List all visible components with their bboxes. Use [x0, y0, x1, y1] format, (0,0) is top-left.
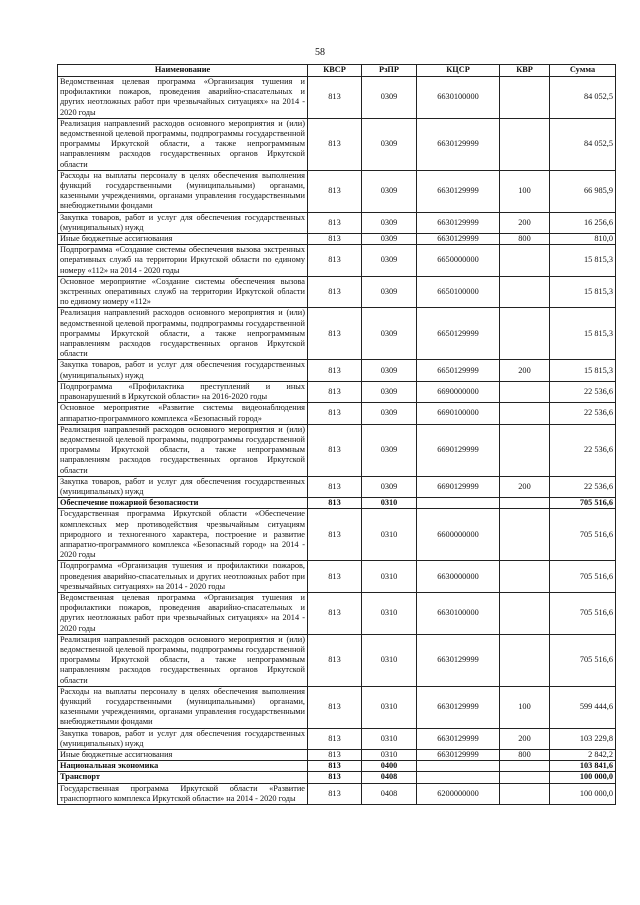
cell-kvr: 200	[500, 728, 550, 749]
cell-kcsr: 6650100000	[417, 276, 500, 308]
cell-kcsr	[417, 772, 500, 783]
cell-sum: 15 815,3	[550, 276, 616, 308]
cell-kvr	[500, 245, 550, 277]
cell-kcsr: 6630129999	[417, 728, 500, 749]
cell-kcsr: 6630129999	[417, 634, 500, 686]
cell-rzpr: 0309	[362, 381, 417, 402]
cell-name: Иные бюджетные ассигнования	[58, 750, 308, 761]
cell-rzpr: 0408	[362, 783, 417, 804]
cell-rzpr: 0309	[362, 476, 417, 497]
table-row	[58, 118, 616, 170]
cell-sum: 84 052,5	[550, 118, 616, 170]
table-row	[58, 234, 616, 245]
table-row	[58, 360, 616, 381]
cell-kvsr: 813	[308, 561, 362, 593]
cell-kvsr: 813	[308, 245, 362, 277]
cell-rzpr: 0309	[362, 360, 417, 381]
cell-kvsr: 813	[308, 783, 362, 804]
header-kvsr: КВСР	[308, 65, 362, 77]
table-row	[58, 783, 616, 804]
cell-kvr	[500, 783, 550, 804]
cell-name: Закупка товаров, работ и услуг для обеспечения государственных (муниципальных) нужд	[58, 728, 308, 749]
cell-sum: 705 516,6	[550, 561, 616, 593]
cell-rzpr: 0400	[362, 761, 417, 772]
cell-sum: 15 815,3	[550, 308, 616, 360]
table-row	[58, 276, 616, 308]
header-name: Наименование	[58, 65, 308, 77]
header-sum: Сумма	[550, 65, 616, 77]
cell-kvsr: 813	[308, 761, 362, 772]
cell-kvsr: 813	[308, 509, 362, 561]
cell-kvr: 100	[500, 686, 550, 728]
cell-name: Расходы на выплаты персоналу в целях обеспечения выполнения функций государственными (муниципальными) органами, казенными учреждениями, органами управления государственными внебюджетными фондами	[58, 686, 308, 728]
cell-rzpr: 0309	[362, 212, 417, 233]
cell-kcsr: 6630129999	[417, 212, 500, 233]
table-row	[58, 498, 616, 509]
table-row	[58, 728, 616, 749]
cell-sum: 15 815,3	[550, 360, 616, 381]
cell-kcsr: 6200000000	[417, 783, 500, 804]
cell-name: Реализация направлений расходов основного мероприятия и (или) ведомственной целевой программы, подпрограммы государственной программы Иркутской области, а также непрограммным направлениям расходов государственных органов Иркутской области	[58, 424, 308, 476]
cell-kvsr: 813	[308, 476, 362, 497]
cell-kvr	[500, 276, 550, 308]
cell-sum: 16 256,6	[550, 212, 616, 233]
cell-kcsr: 6690129999	[417, 476, 500, 497]
cell-kvsr: 813	[308, 728, 362, 749]
cell-kvr: 200	[500, 212, 550, 233]
cell-kvr	[500, 381, 550, 402]
cell-sum: 15 815,3	[550, 245, 616, 277]
cell-kvr	[500, 509, 550, 561]
cell-name: Основное мероприятие «Создание системы обеспечения вызова экстренных оперативных служб на территории Иркутской области по единому номеру «112»	[58, 276, 308, 308]
cell-kvsr: 813	[308, 498, 362, 509]
cell-rzpr: 0309	[362, 77, 417, 119]
header-kvr: КВР	[500, 65, 550, 77]
header-rzpr: РзПР	[362, 65, 417, 77]
cell-sum: 84 052,5	[550, 77, 616, 119]
header-kcsr: КЦСР	[417, 65, 500, 77]
cell-kcsr: 6650000000	[417, 245, 500, 277]
table-row	[58, 509, 616, 561]
cell-kcsr: 6630100000	[417, 77, 500, 119]
table-row	[58, 308, 616, 360]
cell-sum: 22 536,6	[550, 476, 616, 497]
cell-rzpr: 0408	[362, 772, 417, 783]
cell-kvr: 200	[500, 476, 550, 497]
cell-name: Подпрограмма «Профилактика преступлений и иных правонарушений в Иркутской области» на 2016-2020 годы	[58, 381, 308, 402]
cell-kcsr: 6630129999	[417, 170, 500, 212]
table-row	[58, 561, 616, 593]
cell-name: Закупка товаров, работ и услуг для обеспечения государственных (муниципальных) нужд	[58, 212, 308, 233]
cell-rzpr: 0310	[362, 592, 417, 634]
cell-name: Ведомственная целевая программа «Организация тушения и профилактики пожаров, проведения аварийно-спасательных и других неотложных работ при чрезвычайных ситуациях» на 2014 - 2020 годы	[58, 77, 308, 119]
cell-rzpr: 0309	[362, 424, 417, 476]
table-row	[58, 77, 616, 119]
cell-kcsr: 6630129999	[417, 234, 500, 245]
cell-rzpr: 0310	[362, 509, 417, 561]
cell-name: Закупка товаров, работ и услуг для обеспечения государственных (муниципальных) нужд	[58, 476, 308, 497]
cell-rzpr: 0309	[362, 276, 417, 308]
cell-name: Подпрограмма «Создание системы обеспечения вызова экстренных оперативных служб на территории Иркутской области по единому номеру «112» на 2014 - 2020 годы	[58, 245, 308, 277]
cell-rzpr: 0309	[362, 170, 417, 212]
cell-kvsr: 813	[308, 360, 362, 381]
cell-sum: 705 516,6	[550, 509, 616, 561]
cell-kvsr: 813	[308, 234, 362, 245]
cell-kcsr: 6630129999	[417, 686, 500, 728]
cell-kvsr: 813	[308, 381, 362, 402]
table-row	[58, 750, 616, 761]
cell-kvsr: 813	[308, 403, 362, 424]
cell-sum: 103 841,6	[550, 761, 616, 772]
cell-kvr	[500, 118, 550, 170]
table-header-row	[58, 65, 616, 77]
cell-rzpr: 0310	[362, 498, 417, 509]
cell-kcsr: 6650129999	[417, 360, 500, 381]
cell-kvsr: 813	[308, 308, 362, 360]
table-row	[58, 592, 616, 634]
cell-kcsr: 6690100000	[417, 403, 500, 424]
cell-kvr	[500, 498, 550, 509]
cell-name: Реализация направлений расходов основного мероприятия и (или) ведомственной целевой программы, подпрограммы государственной программы Иркутской области, а также непрограммным направлениям расходов государственных органов Иркутской области	[58, 634, 308, 686]
cell-kvsr: 813	[308, 634, 362, 686]
cell-kvr: 100	[500, 170, 550, 212]
table-row	[58, 761, 616, 772]
cell-name: Подпрограмма «Организация тушения и профилактики пожаров, проведения аварийно-спасательных и других неотложных работ при чрезвычайных ситуациях» на 2014 - 2020 годы	[58, 561, 308, 593]
cell-sum: 599 444,6	[550, 686, 616, 728]
cell-name: Ведомственная целевая программа «Организация тушения и профилактики пожаров, проведения аварийно-спасательных и других неотложных работ при чрезвычайных ситуациях» на 2014 - 2020 годы	[58, 592, 308, 634]
table-row	[58, 403, 616, 424]
cell-kvsr: 813	[308, 212, 362, 233]
cell-name: Государственная программа Иркутской области «Развитие транспортного комплекса Иркутской области» на 2014 - 2020 годы	[58, 783, 308, 804]
cell-name: Государственная программа Иркутской области «Обеспечение комплексных мер противодействия чрезвычайным ситуациям природного и техногенного характера, построение и развитие аппаратно-программного комплекса «Безопасный город» на 2014 - 2020 годы	[58, 509, 308, 561]
table-row	[58, 634, 616, 686]
cell-kcsr: 6650129999	[417, 308, 500, 360]
cell-kvsr: 813	[308, 170, 362, 212]
cell-sum: 22 536,6	[550, 424, 616, 476]
cell-kvsr: 813	[308, 276, 362, 308]
table-row	[58, 476, 616, 497]
cell-rzpr: 0310	[362, 634, 417, 686]
cell-sum: 100 000,0	[550, 772, 616, 783]
table-row	[58, 381, 616, 402]
cell-name: Основное мероприятие «Развитие системы видеонаблюдения аппаратно-программного комплекса «Безопасный город»	[58, 403, 308, 424]
cell-kcsr: 6690000000	[417, 381, 500, 402]
budget-table	[57, 64, 616, 805]
cell-name: Реализация направлений расходов основного мероприятия и (или) ведомственной целевой программы, подпрограммы государственной программы Иркутской области, а также непрограммным направлениям расходов государственных органов Иркутской области	[58, 308, 308, 360]
cell-rzpr: 0310	[362, 561, 417, 593]
cell-kcsr	[417, 761, 500, 772]
cell-kvsr: 813	[308, 686, 362, 728]
cell-rzpr: 0309	[362, 403, 417, 424]
cell-kcsr: 6630000000	[417, 561, 500, 593]
cell-name: Транспорт	[58, 772, 308, 783]
cell-kvsr: 813	[308, 772, 362, 783]
cell-kvr	[500, 77, 550, 119]
table-row	[58, 424, 616, 476]
cell-kvsr: 813	[308, 424, 362, 476]
cell-name: Реализация направлений расходов основного мероприятия и (или) ведомственной целевой программы, подпрограммы государственной программы Иркутской области, а также непрограммным направлениям расходов государственных органов Иркутской области	[58, 118, 308, 170]
cell-kcsr: 6630129999	[417, 118, 500, 170]
cell-sum: 705 516,6	[550, 498, 616, 509]
table-body	[58, 77, 616, 805]
cell-name: Расходы на выплаты персоналу в целях обеспечения выполнения функций государственными (муниципальными) органами, казенными учреждениями, органами управления государственными внебюджетными фондами	[58, 170, 308, 212]
cell-rzpr: 0309	[362, 245, 417, 277]
cell-kvr	[500, 592, 550, 634]
cell-name: Обеспечение пожарной безопасности	[58, 498, 308, 509]
table-row	[58, 686, 616, 728]
cell-rzpr: 0309	[362, 308, 417, 360]
cell-sum: 705 516,6	[550, 592, 616, 634]
cell-sum: 100 000,0	[550, 783, 616, 804]
cell-kvsr: 813	[308, 750, 362, 761]
table-row	[58, 170, 616, 212]
cell-rzpr: 0309	[362, 234, 417, 245]
cell-kvr	[500, 403, 550, 424]
table-row	[58, 245, 616, 277]
cell-kvr	[500, 772, 550, 783]
cell-kvr	[500, 561, 550, 593]
cell-rzpr: 0310	[362, 750, 417, 761]
cell-kcsr: 6600000000	[417, 509, 500, 561]
cell-rzpr: 0309	[362, 118, 417, 170]
cell-sum: 2 842,2	[550, 750, 616, 761]
cell-kvr	[500, 761, 550, 772]
cell-rzpr: 0310	[362, 686, 417, 728]
cell-name: Закупка товаров, работ и услуг для обеспечения государственных (муниципальных) нужд	[58, 360, 308, 381]
cell-kvsr: 813	[308, 592, 362, 634]
page-number: 58	[315, 47, 325, 58]
cell-sum: 66 985,9	[550, 170, 616, 212]
cell-kvr: 800	[500, 234, 550, 245]
cell-kvr	[500, 308, 550, 360]
cell-name: Национальная экономика	[58, 761, 308, 772]
cell-kcsr	[417, 498, 500, 509]
table-row	[58, 772, 616, 783]
cell-sum: 22 536,6	[550, 381, 616, 402]
cell-kvr	[500, 634, 550, 686]
cell-name: Иные бюджетные ассигнования	[58, 234, 308, 245]
cell-sum: 705 516,6	[550, 634, 616, 686]
cell-kvsr: 813	[308, 77, 362, 119]
cell-kvr: 200	[500, 360, 550, 381]
cell-kcsr: 6690129999	[417, 424, 500, 476]
cell-sum: 103 229,8	[550, 728, 616, 749]
cell-kcsr: 6630129999	[417, 750, 500, 761]
cell-sum: 22 536,6	[550, 403, 616, 424]
cell-sum: 810,0	[550, 234, 616, 245]
cell-kvr	[500, 424, 550, 476]
cell-kvsr: 813	[308, 118, 362, 170]
cell-kvr: 800	[500, 750, 550, 761]
cell-kcsr: 6630100000	[417, 592, 500, 634]
cell-rzpr: 0310	[362, 728, 417, 749]
table-row	[58, 212, 616, 233]
